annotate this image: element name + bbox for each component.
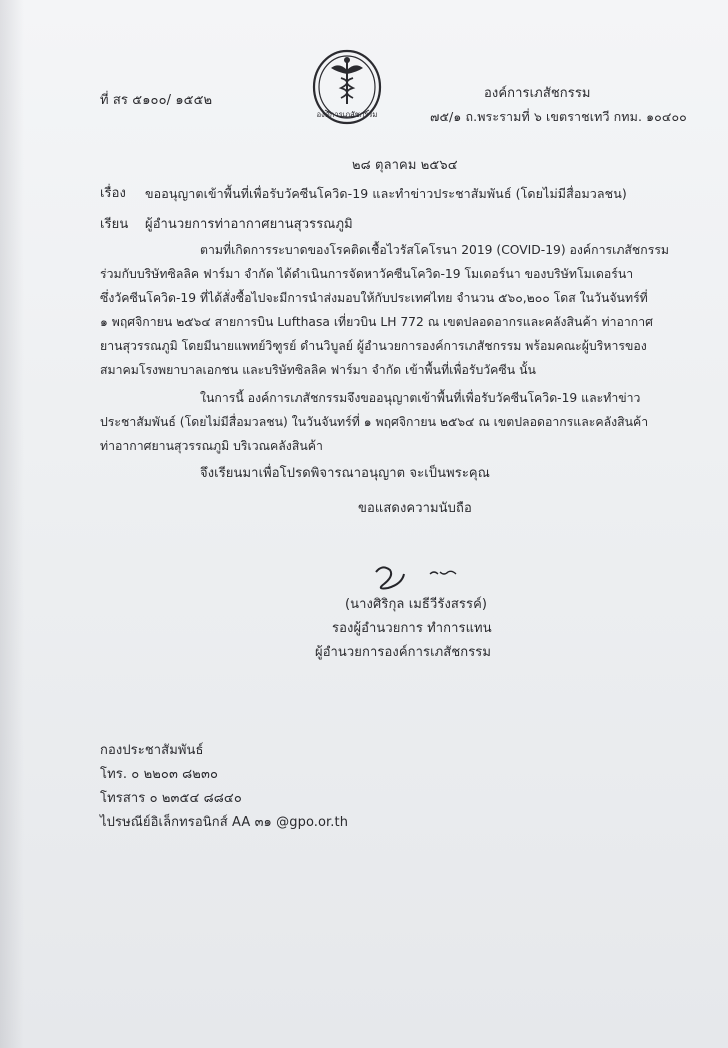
reference-number: ที่ สร ๕๑๐๐/ ๑๕๕๒ [100,93,213,108]
paragraph-line: ยานสุวรรณภูมิ โดยมีนายแพทย์วิฑูรย์ ดำนวิบูลย์ ผู้อำนวยการองค์การเภสัชกรรม พร้อมคณะผู้บริหารของ [100,339,647,353]
paragraph-line: ตามที่เกิดการระบาดของโรคติดเชื้อไวรัสโคโรนา 2019 (COVID-19) องค์การเภสัชกรรม [200,243,670,257]
recipient-text: ผู้อำนวยการท่าอากาศยานสุวรรณภูมิ [145,217,353,232]
paragraph-line: ในการนี้ องค์การเภสัชกรรมจึงขออนุญาตเข้าพื้นที่เพื่อรับวัคซีนโควิด-19 และทำข่าว [200,391,641,405]
paragraph-line: ท่าอากาศยานสุวรรณภูมิ บริเวณคลังสินค้า [100,439,323,453]
paragraph-line: ร่วมกับบริษัทซิลลิค ฟาร์มา จำกัด ได้ดำเนินการจัดหาวัคซีนโควิด-19 โมเดอร์นา ของบริษัทโมเดอร์นา [100,267,634,281]
seal-text: องค์การเภสัชกรรม [316,110,378,119]
body-paragraph-1 [100,238,669,382]
signatory-title-line-1: รองผู้อำนวยการ ทำการแทน [332,621,492,636]
department-name: กองประชาสัมพันธ์ [100,743,204,758]
handwritten-signature [368,562,478,592]
closing-request: จึงเรียนมาเพื่อโปรดพิจารณาอนุญาต จะเป็นพระคุณ [200,466,490,481]
organization-name: องค์การเภสัชกรรม [484,86,591,101]
signatory-title-line-2: ผู้อำนวยการองค์การเภสัชกรรม [315,645,492,660]
gpo-seal-logo [311,48,383,126]
body-paragraph-2 [100,386,648,458]
phone-number: โทร. ๐ ๒๒๐๓ ๘๒๓๐ [100,767,218,782]
page-edge-shadow [0,0,24,1048]
signatory-name: (นางศิริกุล เมธีวีรังสรรค์) [345,597,488,612]
paragraph-line: ๑ พฤศจิกายน ๒๕๖๔ สายการบิน Lufthasa เที่ยวบิน LH 772 ณ เขตปลอดอากรและคลังสินค้า ท่าอากาศ [100,315,653,329]
letter-date: ๒๘ ตุลาคม ๒๕๖๔ [352,158,458,173]
subject-label: เรื่อง [100,186,126,201]
closing-salutation: ขอแสดงความนับถือ [358,501,472,516]
recipient-label: เรียน [100,217,129,232]
email-address: ไปรษณีย์อิเล็กทรอนิกส์ AA ๓๑ @gpo.or.th [100,815,349,830]
paragraph-line: ซึ่งวัคซีนโควิด-19 ที่ได้สั่งซื้อไปจะมีการนำส่งมอบให้กับประเทศไทย จำนวน ๕๖๐,๒๐๐ โดส ในวันจันทร์ที่ [100,291,648,305]
fax-number: โทรสาร ๐ ๒๓๕๔ ๘๘๔๐ [100,791,242,806]
paragraph-line: ประชาสัมพันธ์ (โดยไม่มีสื่อมวลชน) ในวันจันทร์ที่ ๑ พฤศจิกายน ๒๕๖๔ ณ เขตปลอดอากรและคลังสินค้า [100,415,649,429]
subject-text: ขออนุญาตเข้าพื้นที่เพื่อรับวัคซีนโควิด-19 และทำข่าวประชาสัมพันธ์ (โดยไม่มีสื่อมวลชน) [145,186,627,201]
organization-address: ๗๕/๑ ถ.พระรามที่ ๖ เขตราชเทวี กทม. ๑๐๔๐๐ [430,109,687,124]
paragraph-line: สมาคมโรงพยาบาลเอกชน และบริษัทซิลลิค ฟาร์มา จำกัด เข้าพื้นที่เพื่อรับวัคซีน นั้น [100,363,536,377]
